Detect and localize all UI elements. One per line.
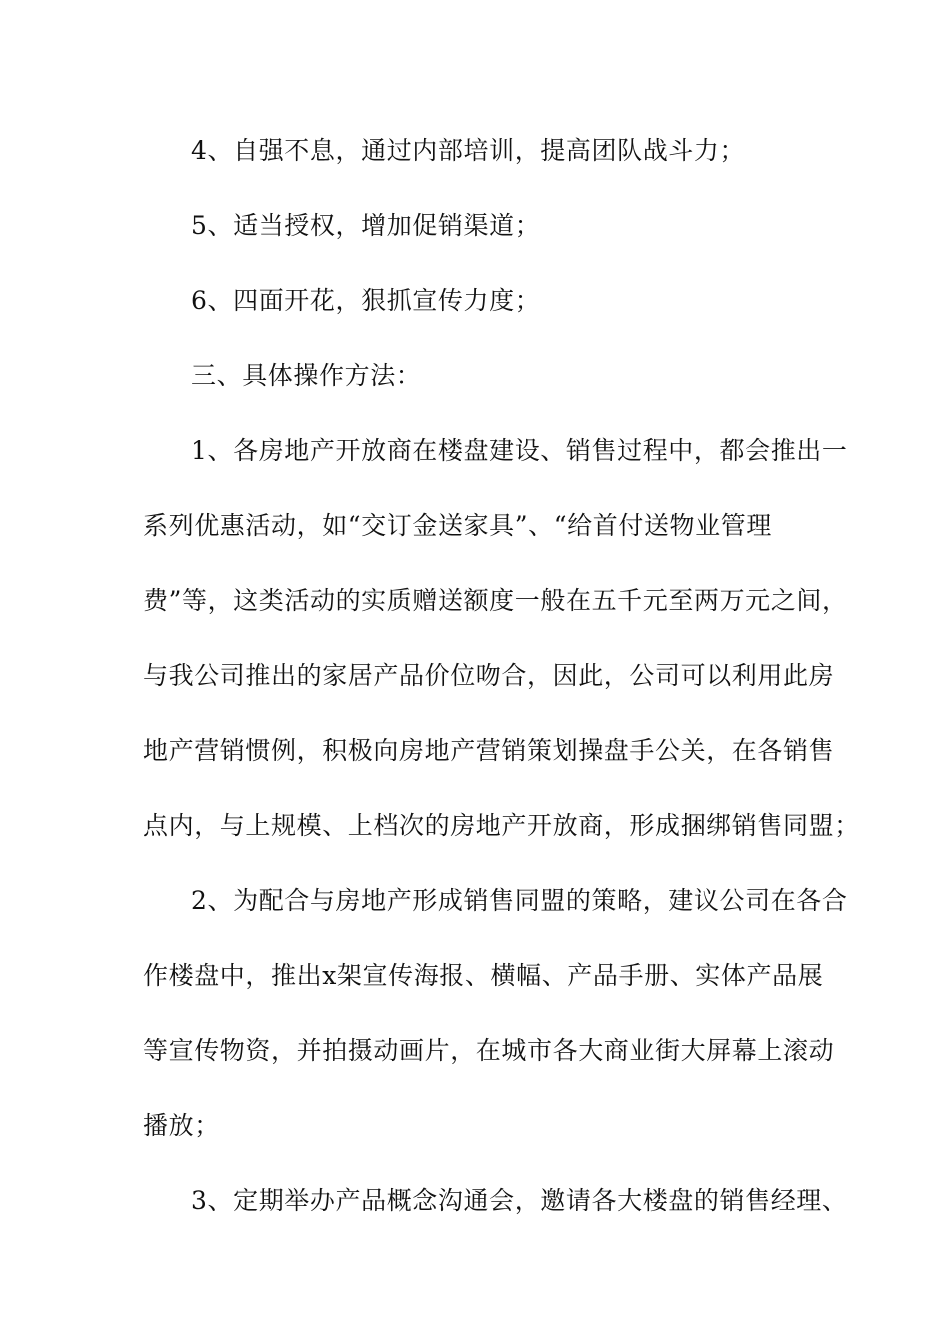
text-line: 4、自强不息，通过内部培训，提高团队战斗力； <box>191 136 746 165</box>
text-line: 等宣传物资，并拍摄动画片，在城市各大商业街大屏幕上滚动 <box>143 1036 835 1065</box>
text-line: 2、为配合与房地产形成销售同盟的策略，建议公司在各合 <box>191 886 848 915</box>
text-line: 1、各房地产开放商在楼盘建设、销售过程中，都会推出一 <box>191 436 848 465</box>
text-line: 地产营销惯例，积极向房地产营销策划操盘手公关，在各销售 <box>143 736 835 765</box>
text-line: 与我公司推出的家居产品价位吻合，因此，公司可以利用此房 <box>143 661 835 690</box>
section-heading: 三、具体操作方法： <box>191 361 422 390</box>
text-line: 作楼盘中，推出x架宣传海报、横幅、产品手册、实体产品展 <box>143 961 824 990</box>
text-line: 播放； <box>143 1111 220 1140</box>
text-line: 3、定期举办产品概念沟通会，邀请各大楼盘的销售经理、 <box>191 1186 848 1215</box>
text-line: 费”等，这类活动的实质赠送额度一般在五千元至两万元之间， <box>143 586 848 615</box>
text-line: 点内，与上规模、上档次的房地产开放商，形成捆绑销售同盟； <box>143 811 860 840</box>
text-line: 5、适当授权，增加促销渠道； <box>191 211 541 240</box>
text-line: 系列优惠活动，如“交订金送家具”、“给首付送物业管理 <box>143 511 772 540</box>
text-line: 6、四面开花，狠抓宣传力度； <box>191 286 541 315</box>
